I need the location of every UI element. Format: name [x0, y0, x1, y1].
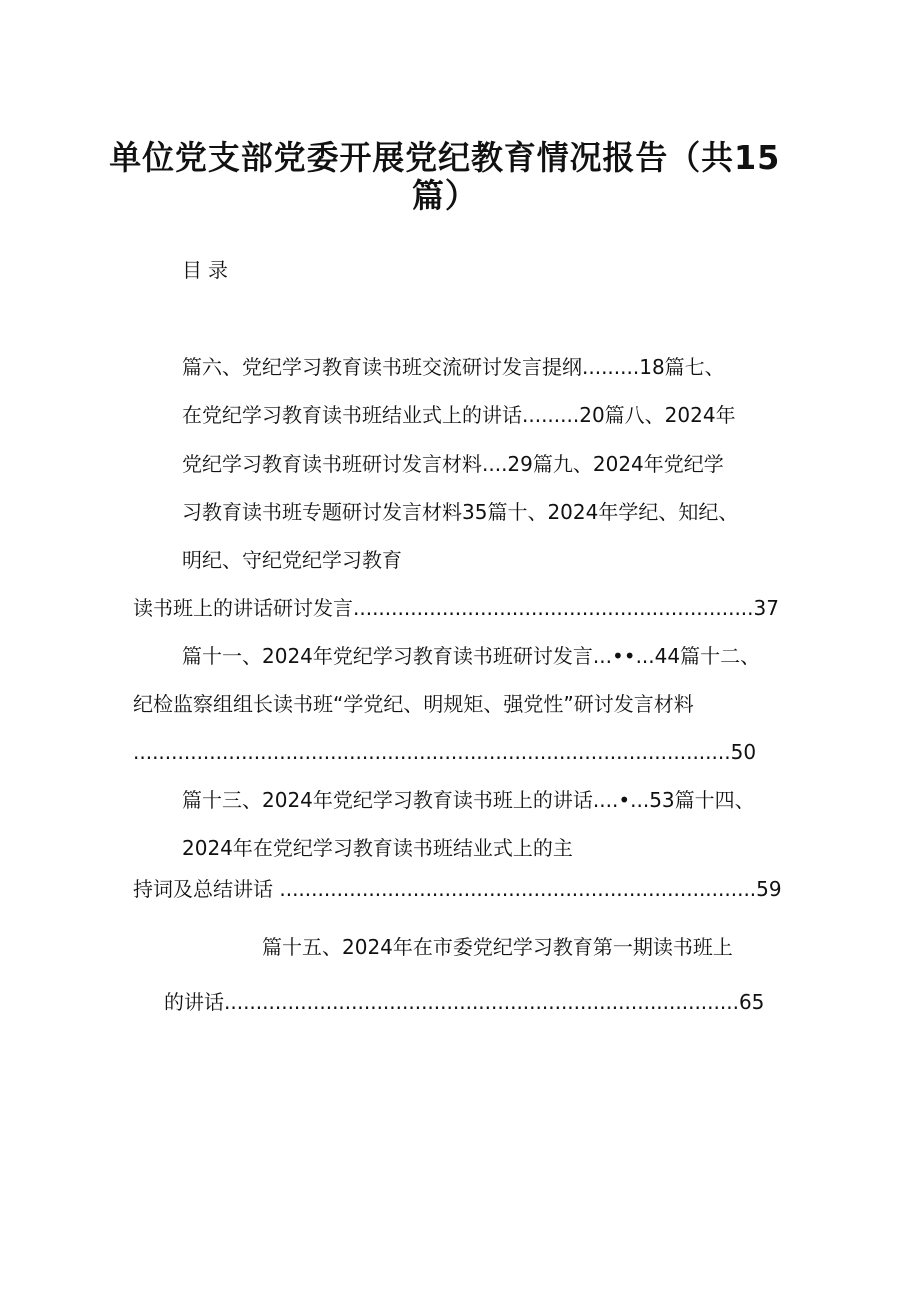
toc-line: 持词及总结讲话 ...........................................................................59	[133, 877, 782, 901]
toc-line: 篇十三、2024年党纪学习教育读书班上的讲话....•...53篇十四、	[182, 788, 755, 812]
toc-heading: 目录	[182, 258, 234, 282]
toc-line: 读书班上的讲话研讨发言...............................................................37	[133, 596, 779, 620]
toc-line: 篇六、党纪学习教育读书班交流研讨发言提纲.........18篇七、	[182, 355, 725, 379]
document-title-line-2: 篇）	[411, 176, 478, 215]
toc-line: 2024年在党纪学习教育读书班结业式上的主	[182, 836, 573, 860]
toc-line: 明纪、守纪党纪学习教育	[182, 548, 402, 572]
toc-line: 的讲话.................................................................................65	[164, 990, 765, 1014]
toc-line: 在党纪学习教育读书班结业式上的讲话.........20篇八、2024年	[182, 403, 736, 427]
toc-line: 党纪学习教育读书班研讨发言材料....29篇九、2024年党纪学	[182, 452, 724, 476]
toc-line: 习教育读书班专题研讨发言材料35篇十、2024年学纪、知纪、	[182, 500, 739, 524]
toc-line: 纪检监察组组长读书班“学党纪、明规矩、强党性”研讨发言材料	[133, 692, 694, 716]
toc-line: 篇十一、2024年党纪学习教育读书班研讨发言...••...44篇十二、	[182, 644, 761, 668]
toc-line: 篇十五、2024年在市委党纪学习教育第一期读书班上	[262, 935, 733, 959]
document-title-line-1: 单位党支部党委开展党纪教育情况报告（共15	[109, 138, 781, 177]
toc-line: ..............................................................................................50	[133, 740, 757, 764]
